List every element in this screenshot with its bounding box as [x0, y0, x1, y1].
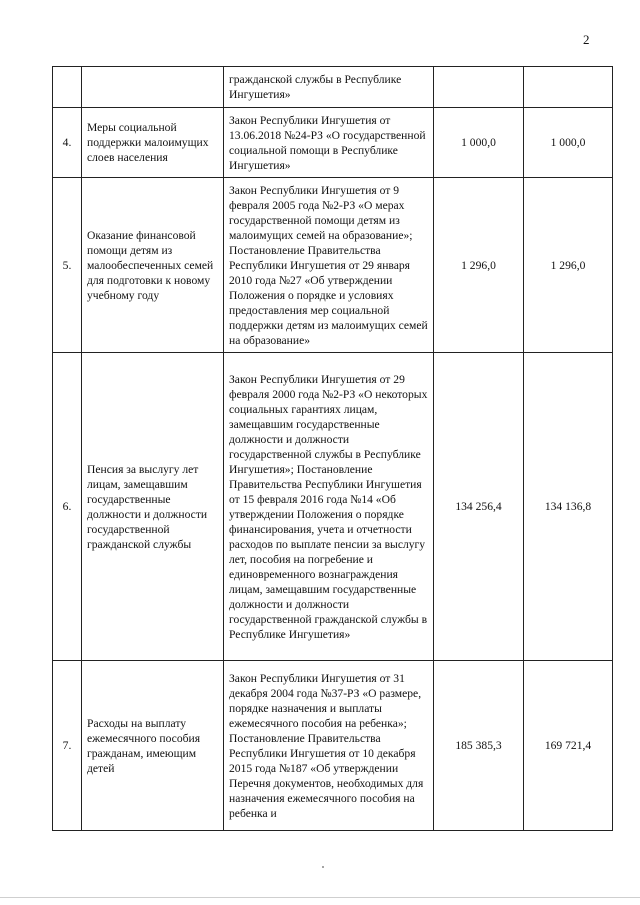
measure-name — [82, 67, 224, 108]
table-row — [53, 661, 613, 831]
amount-year-1: 134 256,4 — [434, 353, 524, 661]
amount-year-1: 1 296,0 — [434, 178, 524, 353]
scan-speck — [322, 866, 324, 868]
row-number: 7. — [53, 661, 82, 831]
amount-year-2: 1 296,0 — [524, 178, 613, 353]
table-row — [53, 67, 613, 108]
page-number: 2 — [583, 32, 590, 47]
table-row — [53, 108, 613, 178]
budget-table — [52, 66, 613, 831]
legal-basis: Закон Республики Ингушетия от 29 февраля 2000 года №2-РЗ «О некоторых социальных гарантиях лицам, замещавшим государственные должности и должности государственной службы в Республике Ингушетия»; Постановление Правительства Республики Ингушетия от 15 февраля 2016 года №14 «Об утверждении Положения о порядке финансирования, учета и отчетности расходов по выплате пенсии за выслугу лет, пособия на погребение и единовременного вознаграждения лицам, замещавшим государственные должности и должности государственной гражданской службы в Республике Ингушетия» — [224, 353, 434, 661]
table-row — [53, 178, 613, 353]
table-row — [53, 353, 613, 661]
amount-year-1 — [434, 67, 524, 108]
row-number — [53, 67, 82, 108]
amount-year-1: 185 385,3 — [434, 661, 524, 831]
amount-year-2 — [524, 67, 613, 108]
scan-edge-line — [0, 897, 640, 898]
amount-year-2: 1 000,0 — [524, 108, 613, 178]
legal-basis: гражданской службы в Республике Ингушетия» — [224, 67, 434, 108]
measure-name: Расходы на выплату ежемесячного пособия гражданам, имеющим детей — [82, 661, 224, 831]
measure-name: Меры социальной поддержки малоимущих слоев населения — [82, 108, 224, 178]
row-number: 6. — [53, 353, 82, 661]
legal-basis: Закон Республики Ингушетия от 31 декабря 2004 года №37-РЗ «О размере, порядке назначения и выплаты ежемесячного пособия на ребенка»; Постановление Правительства Республики Ингушетия от 10 декабря 2015 года №187 «Об утверждении Перечня документов, необходимых для назначения ежемесячного пособия на ребенка и — [224, 661, 434, 831]
legal-basis: Закон Республики Ингушетия от 13.06.2018 №24-РЗ «О государственной социальной помощи в Республике Ингушетия» — [224, 108, 434, 178]
amount-year-1: 1 000,0 — [434, 108, 524, 178]
amount-year-2: 169 721,4 — [524, 661, 613, 831]
legal-basis: Закон Республики Ингушетия от 9 февраля 2005 года №2-РЗ «О мерах государственной помощи детям из малоимущих семей на образование»; Постановление Правительства Республики Ингушетия от 29 января 2010 года №27 «Об утверждении Положения о порядке и условиях предоставления мер социальной поддержки детям из малоимущих семей на образование» — [224, 178, 434, 353]
amount-year-2: 134 136,8 — [524, 353, 613, 661]
row-number: 4. — [53, 108, 82, 178]
measure-name: Оказание финансовой помощи детям из малообеспеченных семей для подготовки к новому учебному году — [82, 178, 224, 353]
measure-name: Пенсия за выслугу лет лицам, замещавшим государственные должности и должности государственной гражданской службы — [82, 353, 224, 661]
row-number: 5. — [53, 178, 82, 353]
